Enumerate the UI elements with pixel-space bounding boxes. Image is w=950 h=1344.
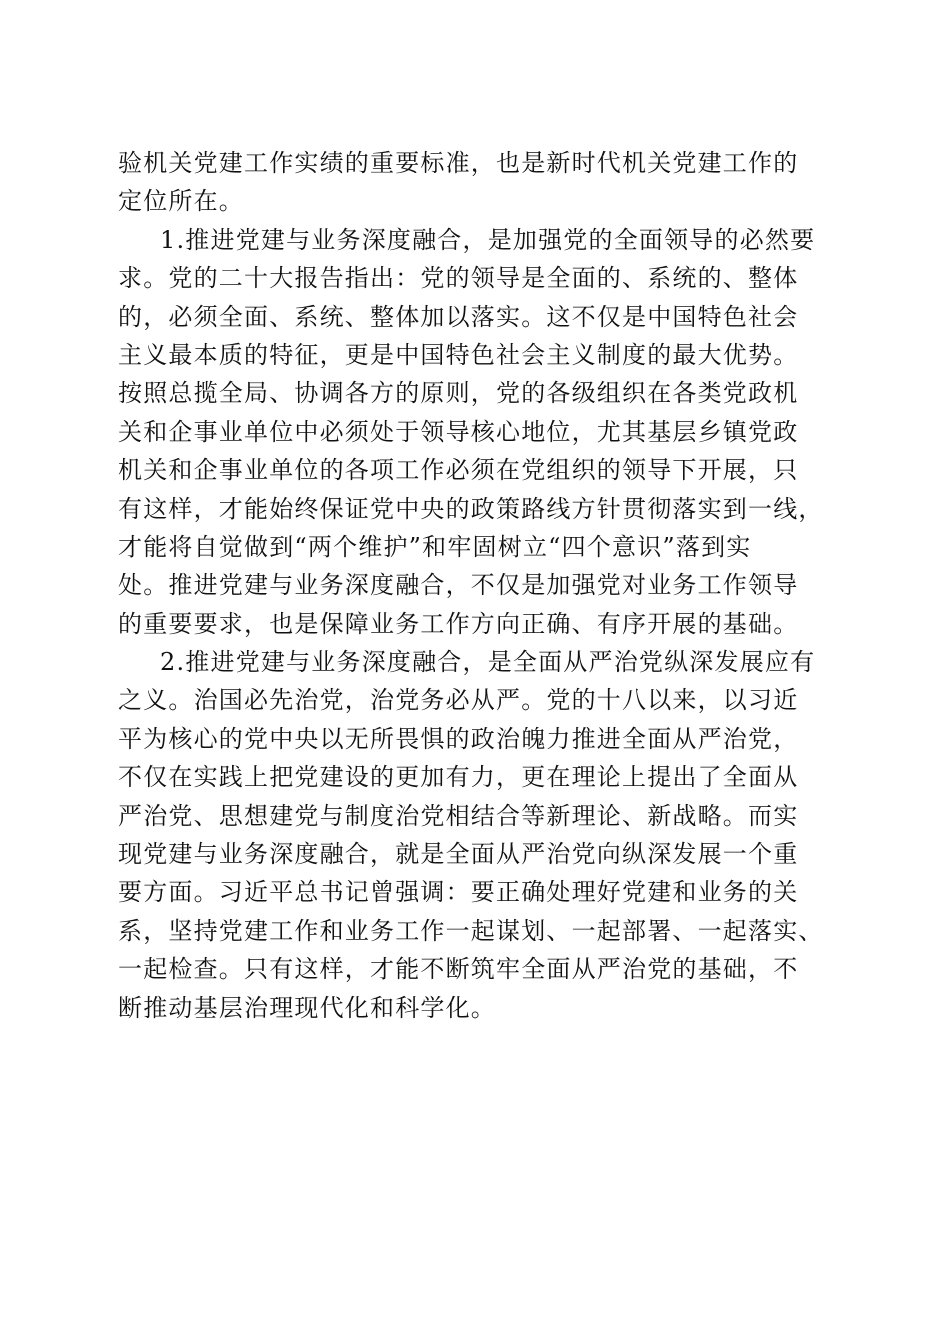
text-line: 之义。治国必先治党，治党务必从严。党的十八以来，以习近 [118, 686, 799, 715]
text-line: 定位所在。 [118, 187, 244, 216]
text-line: 有这样，才能始终保证党中央的政策路线方针贯彻落实到一线， [118, 494, 824, 523]
text-line: 验机关党建工作实绩的重要标准，也是新时代机关党建工作的 [118, 149, 799, 177]
body-text [118, 144, 838, 1027]
text-line: 一起检查。只有这样，才能不断筑牢全面从严治党的基础，不 [118, 955, 799, 984]
text-line: 要方面。习近平总书记曾强调：要正确处理好党建和业务的关 [118, 878, 799, 907]
paragraph-start-line: 1.推进党建与业务深度融合，是加强党的全面领导的必然要 [160, 225, 816, 254]
text-line: 机关和企事业单位的各项工作必须在党组织的领导下开展，只 [118, 456, 799, 485]
text-line: 严治党、思想建党与制度治党相结合等新理论、新战略。而实 [118, 801, 799, 830]
text-line: 不仅在实践上把党建设的更加有力，更在理论上提出了全面从 [118, 763, 799, 792]
text-line: 系，坚持党建工作和业务工作一起谋划、一起部署、一起落实、 [118, 916, 824, 945]
paragraph-start-line: 2.推进党建与业务深度融合，是全面从严治党纵深发展应有 [160, 648, 816, 677]
text-line: 主义最本质的特征，更是中国特色社会主义制度的最大优势。 [118, 340, 799, 369]
text-line: 断推动基层治理现代化和科学化。 [118, 993, 496, 1022]
text-line: 才能将自觉做到“两个维护”和牢固树立“四个意识”落到实 [118, 532, 752, 561]
text-line: 现党建与业务深度融合，就是全面从严治党向纵深发展一个重 [118, 840, 799, 869]
text-line: 求。党的二十大报告指出：党的领导是全面的、系统的、整体 [118, 264, 799, 293]
text-line: 的重要要求，也是保障业务工作方向正确、有序开展的基础。 [118, 609, 799, 638]
text-line: 按照总揽全局、协调各方的原则，党的各级组织在各类党政机 [118, 379, 799, 408]
text-line: 关和企事业单位中必须处于领导核心地位，尤其基层乡镇党政 [118, 417, 799, 446]
text-line: 处。推进党建与业务深度融合，不仅是加强党对业务工作领导 [118, 571, 799, 600]
text-line: 的，必须全面、系统、整体加以落实。这不仅是中国特色社会 [118, 302, 799, 331]
text-line: 平为核心的党中央以无所畏惧的政治魄力推进全面从严治党， [118, 724, 799, 753]
